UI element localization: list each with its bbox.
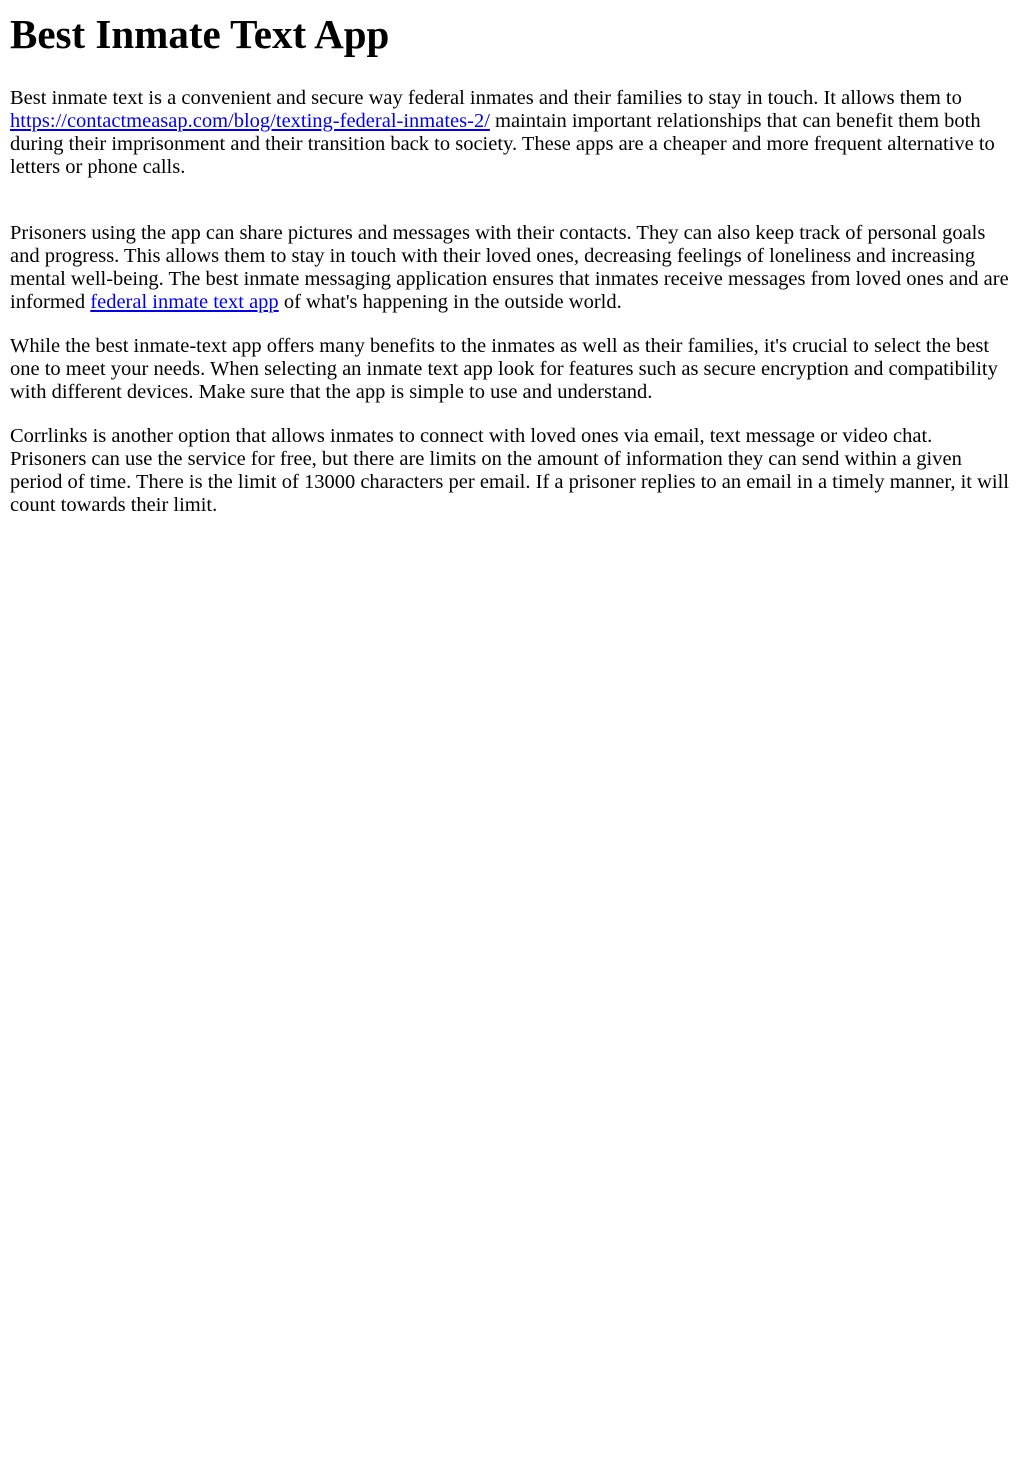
contactmeasap-link[interactable]: https://contactmeasap.com/blog/texting-federal-inmates-2/ [10, 110, 490, 132]
paragraph-intro [10, 87, 1010, 179]
paragraph-intro-text-before: Best inmate text is a convenient and secure way federal inmates and their families to stay in touch. It allows them to [10, 87, 962, 109]
paragraph-features-text-after: of what's happening in the outside world. [278, 291, 622, 313]
paragraph-spacer [8, 200, 1016, 222]
paragraph-intro-text-after: maintain important relationships that can benefit them both during their imprisonment and their transition back to society. These apps are a cheaper and more frequent alternative to letters or phone calls. [10, 110, 995, 178]
paragraph-features-text-before: Prisoners using the app can share pictures and messages with their contacts. They can also keep track of personal goals and progress. This allows them to stay in touch with their loved ones, decreasing feelings of loneliness and increasing mental well-being. The best inmate messaging application ensures that inmates receive messages from loved ones and are informed [10, 222, 1009, 313]
federal-inmate-text-app-link[interactable]: federal inmate text app [90, 291, 279, 313]
paragraph-selection: While the best inmate-text app offers many benefits to the inmates as well as their families, it's crucial to select the best one to meet your needs. When selecting an inmate text app look for features such as secure encryption and compatibility with different devices. Make sure that the app is simple to use and understand. [10, 335, 998, 403]
page-title: Best Inmate Text App [10, 11, 390, 57]
paragraph-corrlinks: Corrlinks is another option that allows inmates to connect with loved ones via email, text message or video chat. Prisoners can use the service for free, but there are limits on the amount of information they can send within a given period of time. There is the limit of 13000 characters per email. If a prisoner replies to an email in a timely manner, it will count towards their limit. [10, 425, 1009, 516]
paragraph-features [10, 222, 1010, 314]
